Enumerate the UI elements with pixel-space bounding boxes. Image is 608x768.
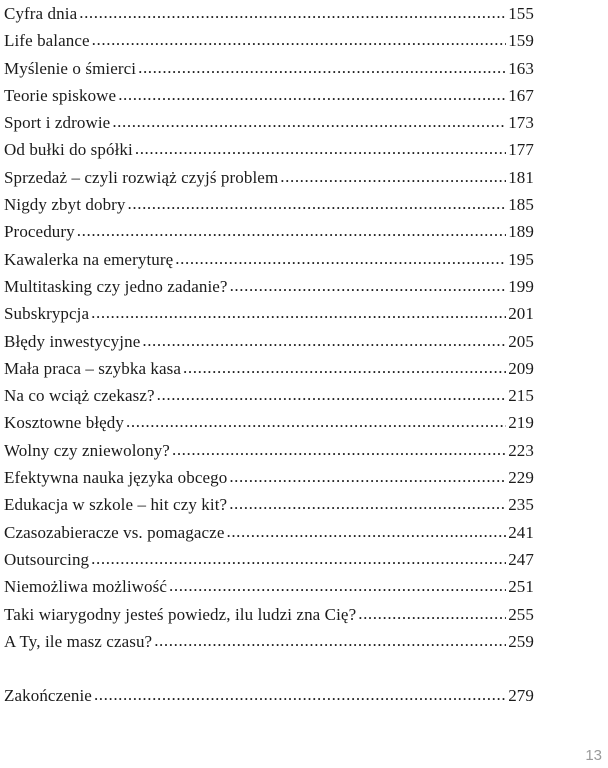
toc-entry-title: Nigdy zbyt dobry — [4, 195, 126, 215]
toc-entry-page: 229 — [508, 468, 534, 488]
toc-entry — [4, 628, 534, 655]
dot-leader — [94, 681, 506, 708]
toc-entry-closing — [4, 682, 534, 709]
dot-leader — [280, 163, 506, 190]
toc-entry — [4, 519, 534, 546]
toc-entry-page: 223 — [508, 440, 534, 460]
toc-entry-title: Na co wciąż czekasz? — [4, 386, 155, 406]
toc-entry — [4, 546, 534, 573]
toc-entry-title: Taki wiarygodny jesteś powiedz, ilu ludzi zna Cię? — [4, 604, 357, 624]
toc-entry-title: Cyfra dnia — [4, 4, 78, 23]
toc-entry-title: Zakończenie — [4, 686, 92, 706]
toc-entry-title: Od bułki do spółki — [4, 140, 133, 160]
toc-entry-title: Sport i zdrowie — [4, 113, 111, 133]
toc-entry — [4, 164, 534, 191]
dot-leader — [128, 190, 507, 217]
toc-entry — [4, 437, 534, 464]
toc-entry-page: 185 — [508, 195, 534, 215]
toc-entry-page: 163 — [508, 58, 534, 78]
toc-entry-title: Mała praca – szybka kasa — [4, 358, 182, 378]
toc-entry — [4, 573, 534, 600]
toc-entry — [4, 382, 534, 409]
toc-entry — [4, 328, 534, 355]
toc-entry-title: Edukacja w szkole – hit czy kit? — [4, 495, 228, 515]
dot-leader — [172, 436, 506, 463]
toc-entry-title: Multitasking czy jedno zadanie? — [4, 276, 228, 296]
toc-entry-page: 173 — [508, 113, 534, 133]
dot-leader — [92, 26, 507, 53]
toc-entry — [4, 601, 534, 628]
toc-entry-page: 279 — [508, 686, 534, 706]
toc-entry-title: Wolny czy zniewolony? — [4, 440, 170, 460]
toc-entry — [4, 27, 534, 54]
toc-entry-page: 251 — [508, 577, 534, 597]
toc-entry-title: Kawalerka na emeryturę — [4, 249, 174, 269]
toc-entry-page: 259 — [508, 631, 534, 651]
dot-leader — [142, 327, 506, 354]
toc-entry-title: Niemożliwa możliwość — [4, 577, 167, 597]
toc-entry — [4, 464, 534, 491]
dot-leader — [157, 381, 507, 408]
dot-leader — [118, 81, 506, 108]
toc-entry-title: Błędy inwestycyjne — [4, 331, 141, 351]
toc-entry-page: 235 — [508, 495, 534, 515]
toc-entry — [4, 409, 534, 436]
dot-leader — [358, 600, 506, 627]
toc-entry-title: Procedury — [4, 222, 75, 242]
toc-entry-title: Life balance — [4, 31, 90, 51]
toc-entry — [4, 55, 534, 82]
toc-entry-page: 167 — [508, 85, 534, 105]
toc-entry-page: 205 — [508, 331, 534, 351]
toc-entry-title: Czasozabieracze vs. pomagacze — [4, 522, 225, 542]
toc-entry-page: 247 — [508, 549, 534, 569]
toc-entry-page: 255 — [508, 604, 534, 624]
toc-entry — [4, 273, 534, 300]
toc-entry-page: 209 — [508, 358, 534, 378]
toc-entry-page: 155 — [508, 4, 534, 23]
toc-entry-page: 201 — [508, 304, 534, 324]
dot-leader — [138, 54, 506, 81]
toc-entry-page: 177 — [508, 140, 534, 160]
toc-entry — [4, 300, 534, 327]
toc-entry — [4, 136, 534, 163]
toc-entry-title: Kosztowne błędy — [4, 413, 125, 433]
toc-entry-page: 199 — [508, 276, 534, 296]
toc-entry-page: 189 — [508, 222, 534, 242]
toc-entry-page: 195 — [508, 249, 534, 269]
toc-entry-page: 215 — [508, 386, 534, 406]
toc-entry-title: Sprzedaż – czyli rozwiąż czyjś problem — [4, 167, 279, 187]
dot-leader — [77, 217, 506, 244]
toc-entry — [4, 218, 534, 245]
toc-entry-title: Efektywna nauka języka obcego — [4, 468, 228, 488]
toc-entry-title: Myślenie o śmierci — [4, 58, 137, 78]
dot-leader — [175, 245, 506, 272]
toc-entry — [4, 491, 534, 518]
toc-entry — [4, 191, 534, 218]
dot-leader — [226, 518, 506, 545]
toc-entry — [4, 246, 534, 273]
toc-entry-page: 219 — [508, 413, 534, 433]
toc-entry — [4, 82, 534, 109]
toc-entry — [4, 355, 534, 382]
toc-entry-page: 181 — [508, 167, 534, 187]
dot-leader — [183, 354, 506, 381]
dot-leader — [229, 463, 506, 490]
dot-leader — [126, 408, 506, 435]
toc-entry-title: A Ty, ile masz czasu? — [4, 631, 153, 651]
toc-entry-title: Subskrypcja — [4, 304, 90, 324]
toc-entry — [4, 109, 534, 136]
toc-entry — [4, 0, 534, 27]
toc-entry-title: Teorie spiskowe — [4, 85, 117, 105]
dot-leader — [79, 0, 506, 26]
dot-leader — [229, 490, 506, 517]
dot-leader — [230, 272, 507, 299]
dot-leader — [169, 572, 506, 599]
dot-leader — [135, 135, 506, 162]
toc-entry-page: 241 — [508, 522, 534, 542]
toc-entry-page: 159 — [508, 31, 534, 51]
page-number: 13 — [585, 747, 602, 764]
table-of-contents — [4, 0, 534, 709]
dot-leader — [91, 299, 506, 326]
dot-leader — [154, 627, 506, 654]
toc-entry-title: Outsourcing — [4, 549, 90, 569]
dot-leader — [91, 545, 506, 572]
dot-leader — [112, 108, 506, 135]
